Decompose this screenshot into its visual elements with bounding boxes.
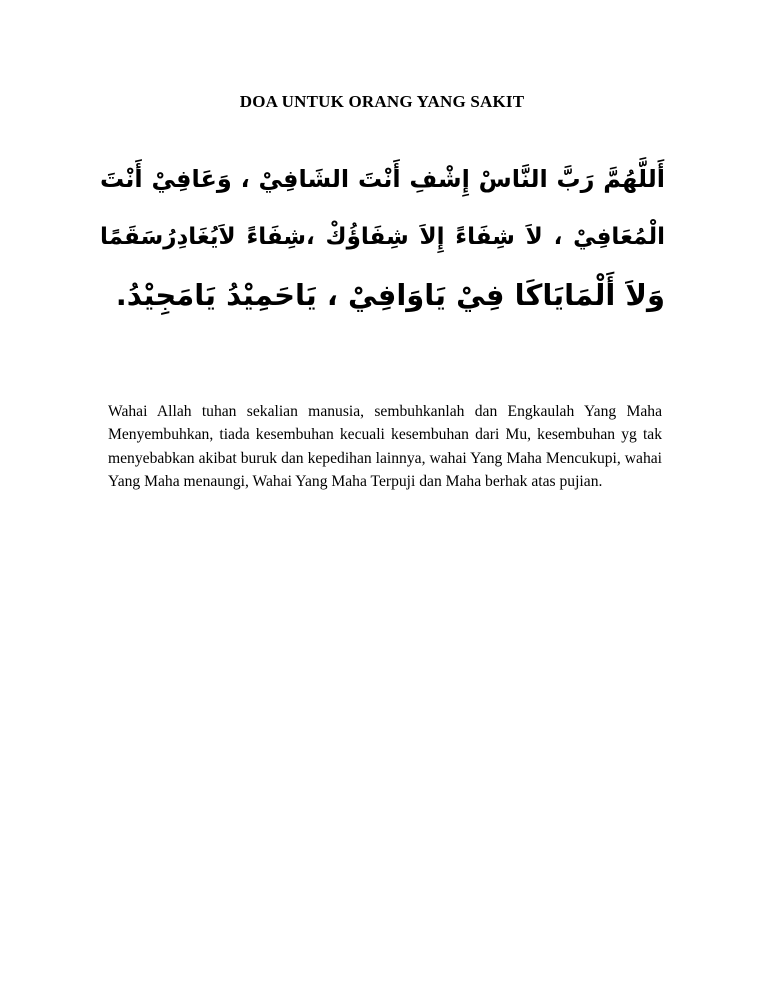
arabic-prayer <box>100 150 665 324</box>
translation-paragraph: Wahai Allah tuhan sekalian manusia, sembuhkanlah dan Engkaulah Yang Maha Menyembuhkan, tiada kesembuhan kecuali kesembuhan dari Mu, kesembuhan yg tak menyebabkan akibat buruk dan kepedihan lainnya, wahai Yang Maha Mencukupi, wahai Yang Maha menaungi, Wahai Yang Maha Terpuji dan Maha berhak atas pujian. <box>108 403 662 490</box>
page-title: DOA UNTUK ORANG YANG SAKIT <box>239 92 525 111</box>
arabic-line-1: أَللَّهُمَّ رَبَّ النَّاسْ إِشْفِ أَنْتَ الشَافِيْ ، وَعَافِيْ أَنْتَ <box>100 165 665 193</box>
arabic-line-3: وَلاَ أَلْمَايَاكَا فِيْ يَاوَافِيْ ، يَاحَمِيْدُ يَامَجِيْدُ. <box>115 278 665 312</box>
arabic-line-2: الْمُعَافِيْ ، لاَ شِفَاءً إِلاَ شِفَاؤُكْ ،شِفَاءً لاَيُغَادِرُسَقَمًا <box>100 224 665 250</box>
